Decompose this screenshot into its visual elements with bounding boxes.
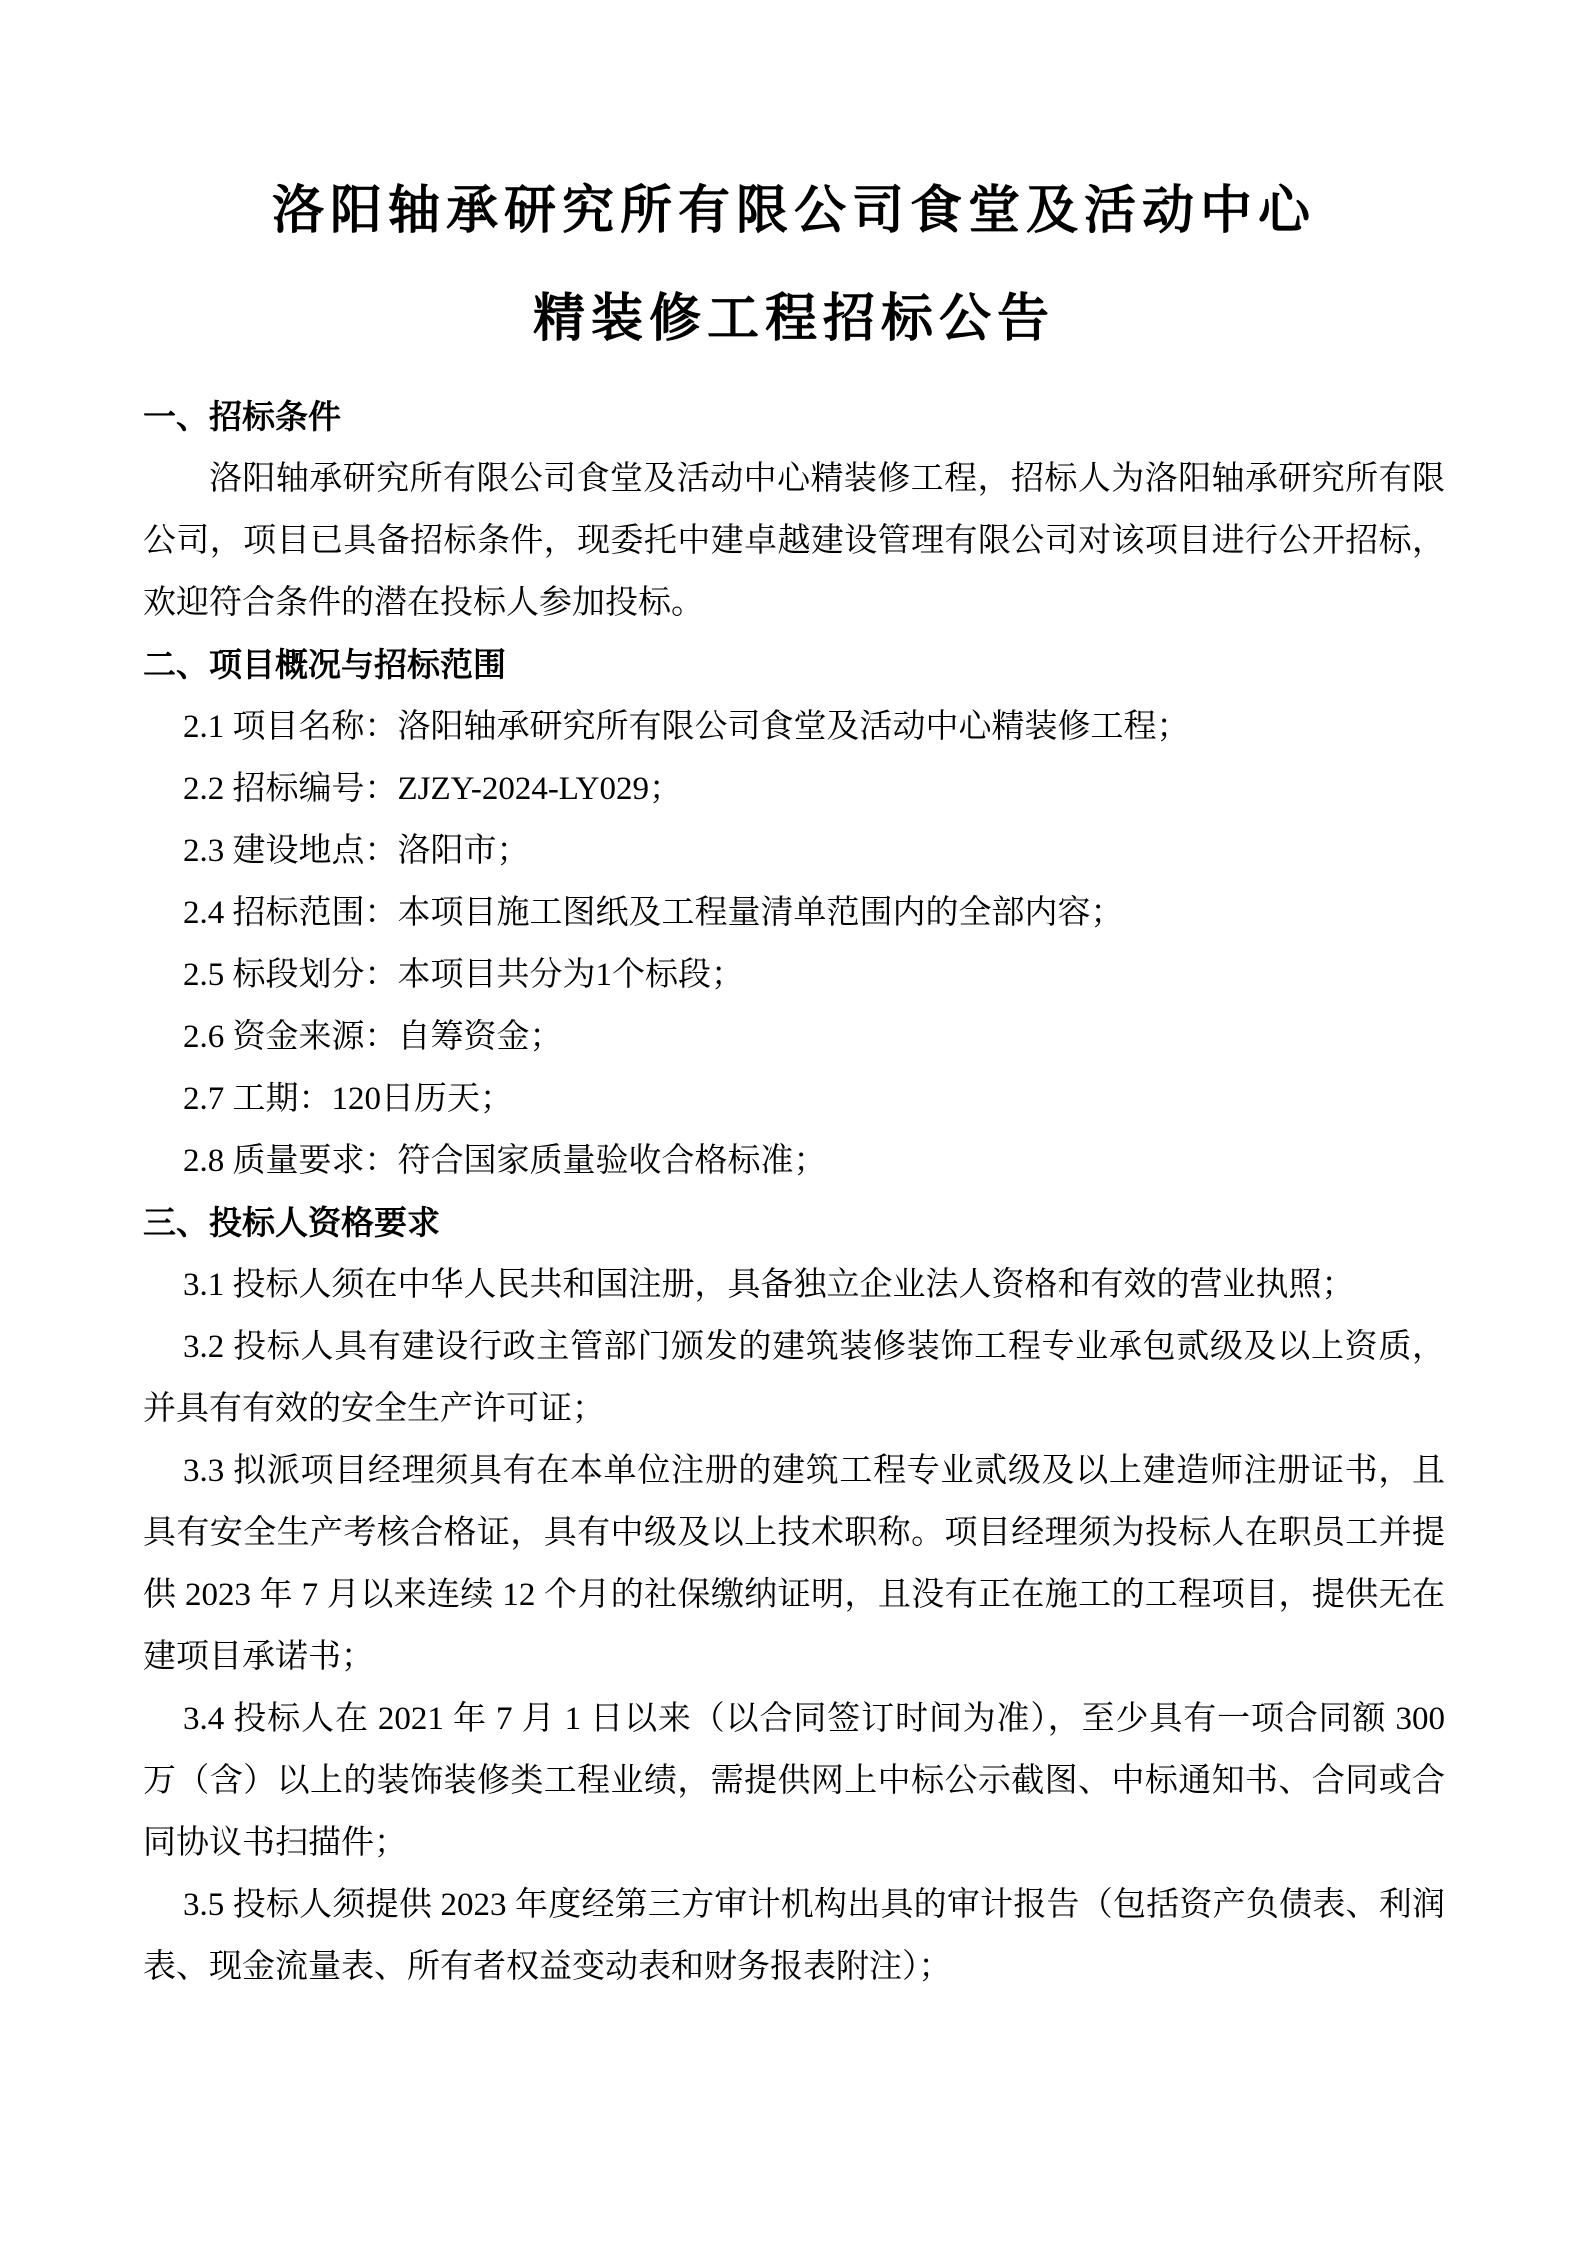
section-1-heading: 一、招标条件 [143, 398, 341, 435]
section-3-item-project-manager: 3.3 拟派项目经理须具有在本单位注册的建筑工程专业贰级及以上建造师注册证书，且具有安全生产考核合格证，具有中级及以上技术职称。项目经理须为投标人在职员工并提供 2023 年 7 月以来连续 12 个月的社保缴纳证明，且没有正在施工的工程项目，提供无在建项目承诺书； [143, 1453, 1445, 1675]
document-title-line-2: 精装修工程招标公告 [532, 291, 1055, 348]
section-2-item-lots: 2.5 标段划分：本项目共分为1个标段； [183, 957, 744, 993]
document-body [143, 386, 1445, 1998]
section-2-heading: 二、项目概况与招标范围 [143, 646, 506, 683]
section-3-item-registration: 3.1 投标人须在中华人民共和国注册，具备独立企业法人资格和有效的营业执照； [183, 1267, 1355, 1303]
section-3-item-audit-report: 3.5 投标人须提供 2023 年度经第三方审计机构出具的审计报告（包括资产负债表、利润表、现金流量表、所有者权益变动表和财务报表附注）； [143, 1887, 1445, 1985]
section-3-heading: 三、投标人资格要求 [143, 1204, 440, 1241]
section-2-item-duration: 2.7 工期：120日历天； [183, 1081, 513, 1117]
section-2-item-location: 2.3 建设地点：洛阳市； [183, 833, 530, 869]
document-title-line-1: 洛阳轴承研究所有限公司食堂及活动中心 [271, 183, 1316, 240]
section-3-item-performance: 3.4 投标人在 2021 年 7 月 1 日以来（以合同签订时间为准），至少具有一项合同额 300 万（含）以上的装饰装修类工程业绩，需提供网上中标公示截图、中标通知书、合同或合同协议书扫描件； [143, 1701, 1445, 1861]
section-2-item-funding: 2.6 资金来源：自筹资金； [183, 1019, 563, 1055]
section-2-item-scope: 2.4 招标范围：本项目施工图纸及工程量清单范围内的全部内容； [183, 895, 1124, 931]
document-title [143, 158, 1445, 374]
section-2-item-quality: 2.8 质量要求：符合国家质量验收合格标准； [183, 1143, 827, 1179]
section-2-item-project-name: 2.1 项目名称：洛阳轴承研究所有限公司食堂及活动中心精装修工程； [183, 709, 1190, 745]
section-2-item-tender-number: 2.2 招标编号：ZJZY-2024-LY029； [183, 771, 682, 807]
section-1-paragraph: 洛阳轴承研究所有限公司食堂及活动中心精装修工程，招标人为洛阳轴承研究所有限公司，项目已具备招标条件，现委托中建卓越建设管理有限公司对该项目进行公开招标，欢迎符合条件的潜在投标人参加投标。 [143, 461, 1445, 621]
section-3-item-qualification: 3.2 投标人具有建设行政主管部门颁发的建筑装修装饰工程专业承包贰级及以上资质，并具有有效的安全生产许可证； [143, 1329, 1445, 1427]
